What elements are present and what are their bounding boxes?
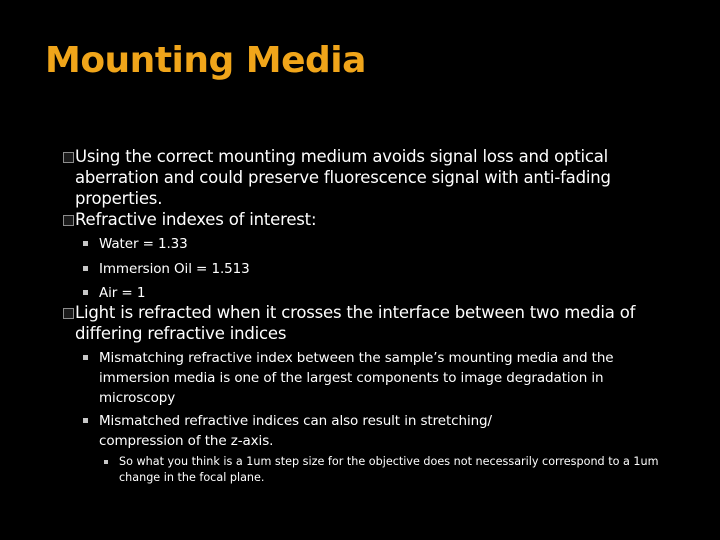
sub-bullet-icon: [83, 290, 88, 295]
sub-sub-bullet-text: So what you think is a 1um step size for the objective does not necessarily correspond to a 1um change in the focal plane.: [119, 455, 659, 484]
title-bar: [0, 0, 720, 112]
sub-bullet-text: Mismatching refractive index between the sample’s mounting media and the immersion media is one of the largest components to image degradation in microscopy: [99, 350, 614, 406]
bullet-text: Light is refracted when it crosses the interface between two media of differing refractive indices: [75, 303, 636, 343]
sub-bullet-icon: [83, 418, 88, 423]
sub-sub-bullet-icon: [104, 460, 108, 464]
sub-bullet-text: Air = 1: [99, 285, 146, 301]
sub-bullet-icon: [83, 355, 88, 360]
sub-bullet-text: Immersion Oil = 1.513: [99, 261, 250, 277]
bullet-text: Refractive indexes of interest:: [75, 210, 317, 229]
sub-bullet-text: Mismatched refractive indices can also result in stretching/ compression of the z-axis.: [99, 413, 492, 449]
bullet-text: Using the correct mounting medium avoids signal loss and optical aberration and could preserve fluorescence signal with anti-fading properties.: [75, 147, 611, 208]
slide-title: Mounting Media: [45, 40, 366, 81]
square-bullet-icon: [63, 152, 74, 163]
square-bullet-icon: [63, 215, 74, 226]
slide-content: [0, 112, 720, 540]
square-bullet-icon: [63, 308, 74, 319]
sub-bullet-icon: [83, 266, 88, 271]
sub-bullet-icon: [83, 241, 88, 246]
sub-bullet-text: Water = 1.33: [99, 236, 188, 252]
